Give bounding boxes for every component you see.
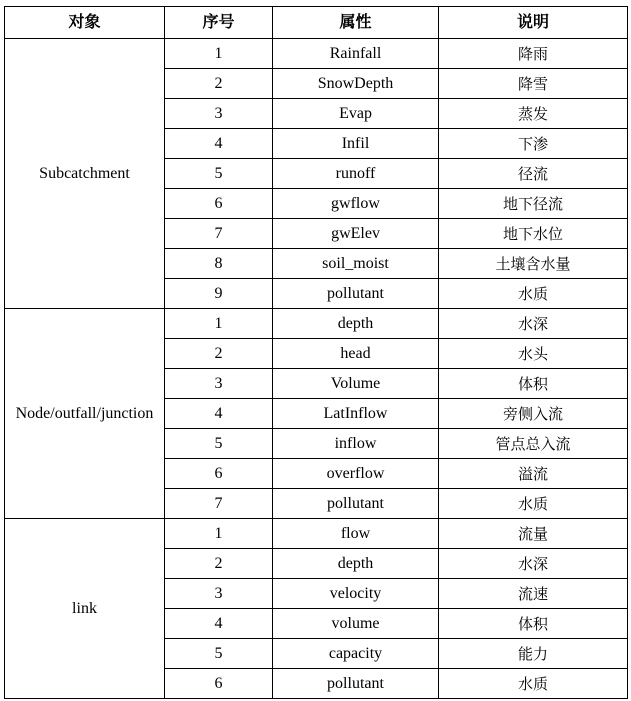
description-cell: 能力 — [439, 639, 628, 669]
description-cell: 体积 — [439, 369, 628, 399]
index-cell: 1 — [165, 309, 273, 339]
description-cell: 径流 — [439, 159, 628, 189]
description-cell: 管点总入流 — [439, 429, 628, 459]
object-cell-link: link — [5, 519, 165, 699]
table-row — [5, 39, 628, 69]
table-row — [5, 519, 628, 549]
index-cell: 3 — [165, 99, 273, 129]
attribute-table — [4, 6, 628, 699]
index-cell: 7 — [165, 219, 273, 249]
table-header-row — [5, 7, 628, 39]
description-cell: 溢流 — [439, 459, 628, 489]
table-body — [5, 39, 628, 699]
description-cell: 蒸发 — [439, 99, 628, 129]
attribute-cell: head — [273, 339, 439, 369]
index-cell: 6 — [165, 189, 273, 219]
index-cell: 2 — [165, 549, 273, 579]
index-cell: 4 — [165, 399, 273, 429]
attribute-cell: Rainfall — [273, 39, 439, 69]
attribute-cell: LatInflow — [273, 399, 439, 429]
index-cell: 7 — [165, 489, 273, 519]
attribute-cell: capacity — [273, 639, 439, 669]
attribute-cell: Infil — [273, 129, 439, 159]
index-cell: 6 — [165, 459, 273, 489]
index-cell: 8 — [165, 249, 273, 279]
index-cell: 2 — [165, 339, 273, 369]
attribute-cell: soil_moist — [273, 249, 439, 279]
header-index: 序号 — [165, 7, 273, 39]
description-cell: 下渗 — [439, 129, 628, 159]
object-cell-node: Node/outfall/junction — [5, 309, 165, 519]
attribute-cell: volume — [273, 609, 439, 639]
attribute-cell: velocity — [273, 579, 439, 609]
attribute-cell: SnowDepth — [273, 69, 439, 99]
description-cell: 旁侧入流 — [439, 399, 628, 429]
header-object: 对象 — [5, 7, 165, 39]
description-cell: 土壤含水量 — [439, 249, 628, 279]
object-cell-subcatchment: Subcatchment — [5, 39, 165, 309]
description-cell: 水质 — [439, 279, 628, 309]
index-cell: 3 — [165, 369, 273, 399]
attribute-cell: inflow — [273, 429, 439, 459]
table-row — [5, 309, 628, 339]
attribute-cell: pollutant — [273, 489, 439, 519]
attribute-cell: depth — [273, 549, 439, 579]
attribute-cell: Evap — [273, 99, 439, 129]
index-cell: 6 — [165, 669, 273, 699]
index-cell: 4 — [165, 609, 273, 639]
attribute-cell: gwElev — [273, 219, 439, 249]
index-cell: 1 — [165, 519, 273, 549]
description-cell: 降雨 — [439, 39, 628, 69]
index-cell: 4 — [165, 129, 273, 159]
index-cell: 5 — [165, 429, 273, 459]
description-cell: 流速 — [439, 579, 628, 609]
description-cell: 地下水位 — [439, 219, 628, 249]
attribute-cell: depth — [273, 309, 439, 339]
description-cell: 降雪 — [439, 69, 628, 99]
attribute-cell: Volume — [273, 369, 439, 399]
index-cell: 5 — [165, 159, 273, 189]
attribute-cell: gwflow — [273, 189, 439, 219]
description-cell: 水深 — [439, 549, 628, 579]
attribute-cell: runoff — [273, 159, 439, 189]
index-cell: 1 — [165, 39, 273, 69]
description-cell: 地下径流 — [439, 189, 628, 219]
attribute-cell: flow — [273, 519, 439, 549]
description-cell: 水深 — [439, 309, 628, 339]
attribute-cell: overflow — [273, 459, 439, 489]
index-cell: 5 — [165, 639, 273, 669]
attribute-cell: pollutant — [273, 669, 439, 699]
description-cell: 体积 — [439, 609, 628, 639]
index-cell: 3 — [165, 579, 273, 609]
attribute-cell: pollutant — [273, 279, 439, 309]
description-cell: 水质 — [439, 489, 628, 519]
index-cell: 2 — [165, 69, 273, 99]
index-cell: 9 — [165, 279, 273, 309]
header-attribute: 属性 — [273, 7, 439, 39]
description-cell: 流量 — [439, 519, 628, 549]
description-cell: 水头 — [439, 339, 628, 369]
header-description: 说明 — [439, 7, 628, 39]
description-cell: 水质 — [439, 669, 628, 699]
